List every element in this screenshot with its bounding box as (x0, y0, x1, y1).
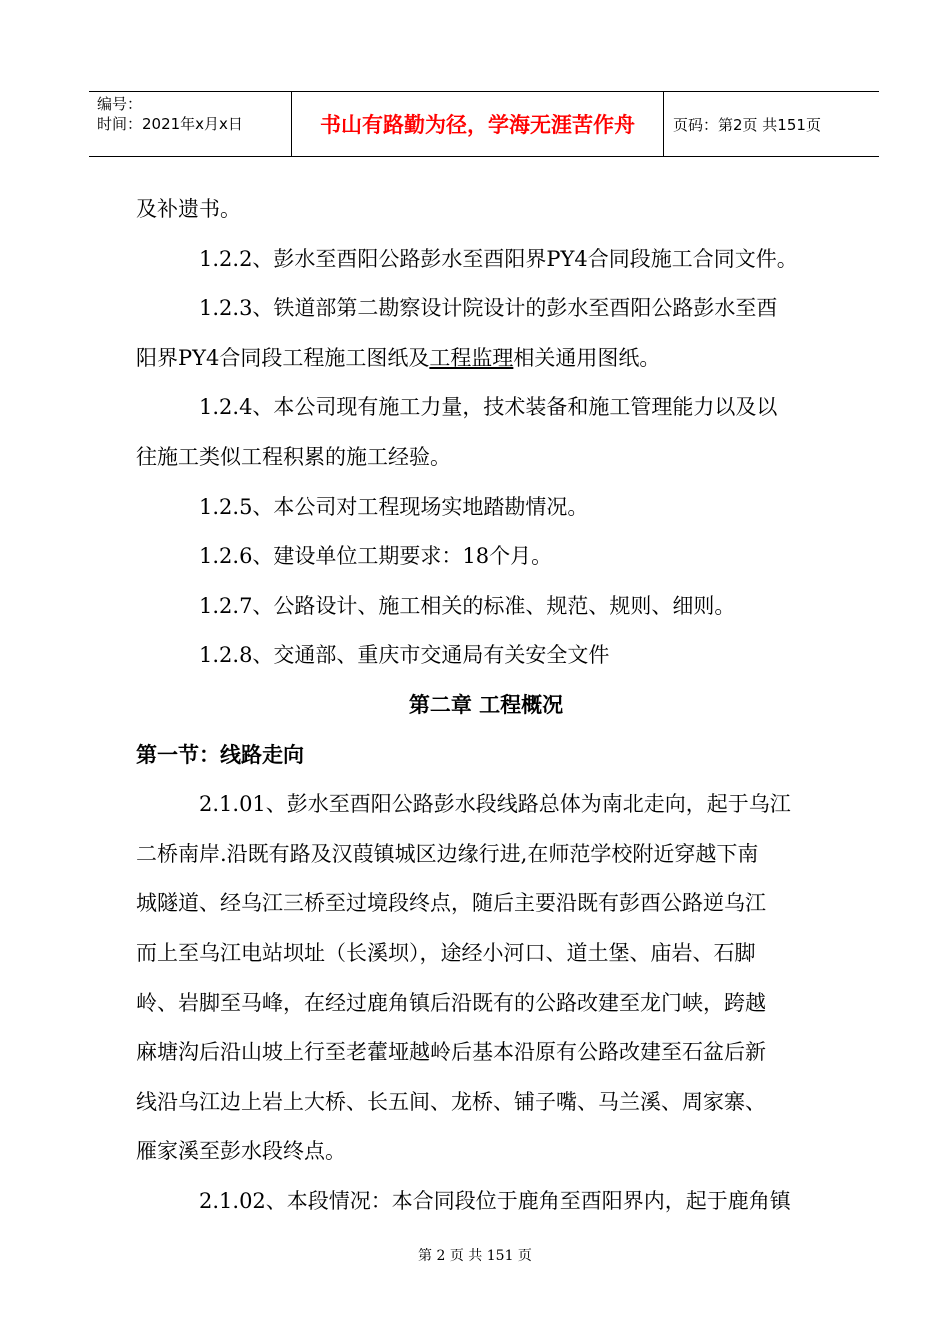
paragraph-line: 雁家溪至彭水段终点。 (136, 1139, 346, 1164)
paragraph-line: 1.2.2、彭水至酉阳公路彭水至酉阳界PY4合同段施工合同文件。 (199, 246, 798, 271)
chapter-heading: 第二章 工程概况 (408, 692, 564, 717)
page-footer (0, 1245, 950, 1265)
motto-text: 书山有路勤为径，学海无涯苦作舟 (320, 113, 635, 137)
page-label: 页码：第2页 共151页 (673, 115, 821, 134)
paragraph-line: 二桥南岸.沿既有路及汉葭镇城区边缘行进,在师范学校附近穿越下南 (136, 841, 759, 866)
paragraph-line: 2.1.01、彭水至酉阳公路彭水段线路总体为南北走向，起于乌江 (199, 792, 791, 817)
header-page-cell (664, 92, 879, 156)
paragraph-line: 1.2.7、公路设计、施工相关的标准、规范、规则、细则。 (199, 593, 736, 618)
paragraph-line: 1.2.3、铁道部第二勘察设计院设计的彭水至酉阳公路彭水至酉 (199, 296, 778, 321)
header-motto-cell (291, 92, 664, 156)
paragraph-line: 2.1.02、本段情况：本合同段位于鹿角至酉阳界内，起于鹿角镇 (199, 1188, 791, 1213)
paragraph-line: 1.2.4、本公司现有施工力量，技术装备和施工管理能力以及以 (199, 395, 778, 420)
number-label: 编号： (97, 95, 143, 113)
paragraph-line (136, 334, 836, 384)
paragraph-line: 往施工类似工程积累的施工经验。 (136, 444, 451, 469)
time-label: 时间：2021年x月x日 (97, 115, 243, 133)
paragraph-line: 及补遗书。 (136, 197, 241, 221)
paragraph-line: 麻塘沟后沿山坡上行至老藿垭越岭后基本沿原有公路改建至石盆后新 (136, 1040, 766, 1065)
document-header (89, 91, 879, 157)
paragraph-line: 1.2.8、交通部、重庆市交通局有关安全文件 (199, 643, 610, 668)
header-meta-cell (89, 92, 291, 156)
paragraph-line: 岭、岩脚至马峰，在经过鹿角镇后沿既有的公路改建至龙门峡，跨越 (136, 990, 766, 1015)
paragraph-line: 1.2.5、本公司对工程现场实地踏勘情况。 (199, 494, 589, 519)
text-span: 相关通用图纸。 (513, 345, 661, 370)
section-heading: 第一节：线路走向 (136, 742, 304, 767)
paragraph-line: 1.2.6、建设单位工期要求：18个月。 (199, 544, 553, 569)
paragraph-line: 而上至乌江电站坝址（长溪坝），途经小河口、道土堡、庙岩、石脚 (136, 940, 756, 965)
paragraph-line: 城隧道、经乌江三桥至过境段终点，随后主要沿既有彭酉公路逆乌江 (136, 891, 766, 916)
footer-page-number: 第 2 页 共 151 页 (418, 1248, 532, 1264)
document-body (136, 185, 836, 1226)
underlined-link-text[interactable]: 工程监理 (429, 345, 514, 370)
paragraph-line: 线沿乌江边上岩上大桥、长五间、龙桥、铺子嘴、马兰溪、周家寨、 (136, 1089, 766, 1114)
text-span: 阳界PY4合同段工程施工图纸及 (136, 345, 430, 370)
